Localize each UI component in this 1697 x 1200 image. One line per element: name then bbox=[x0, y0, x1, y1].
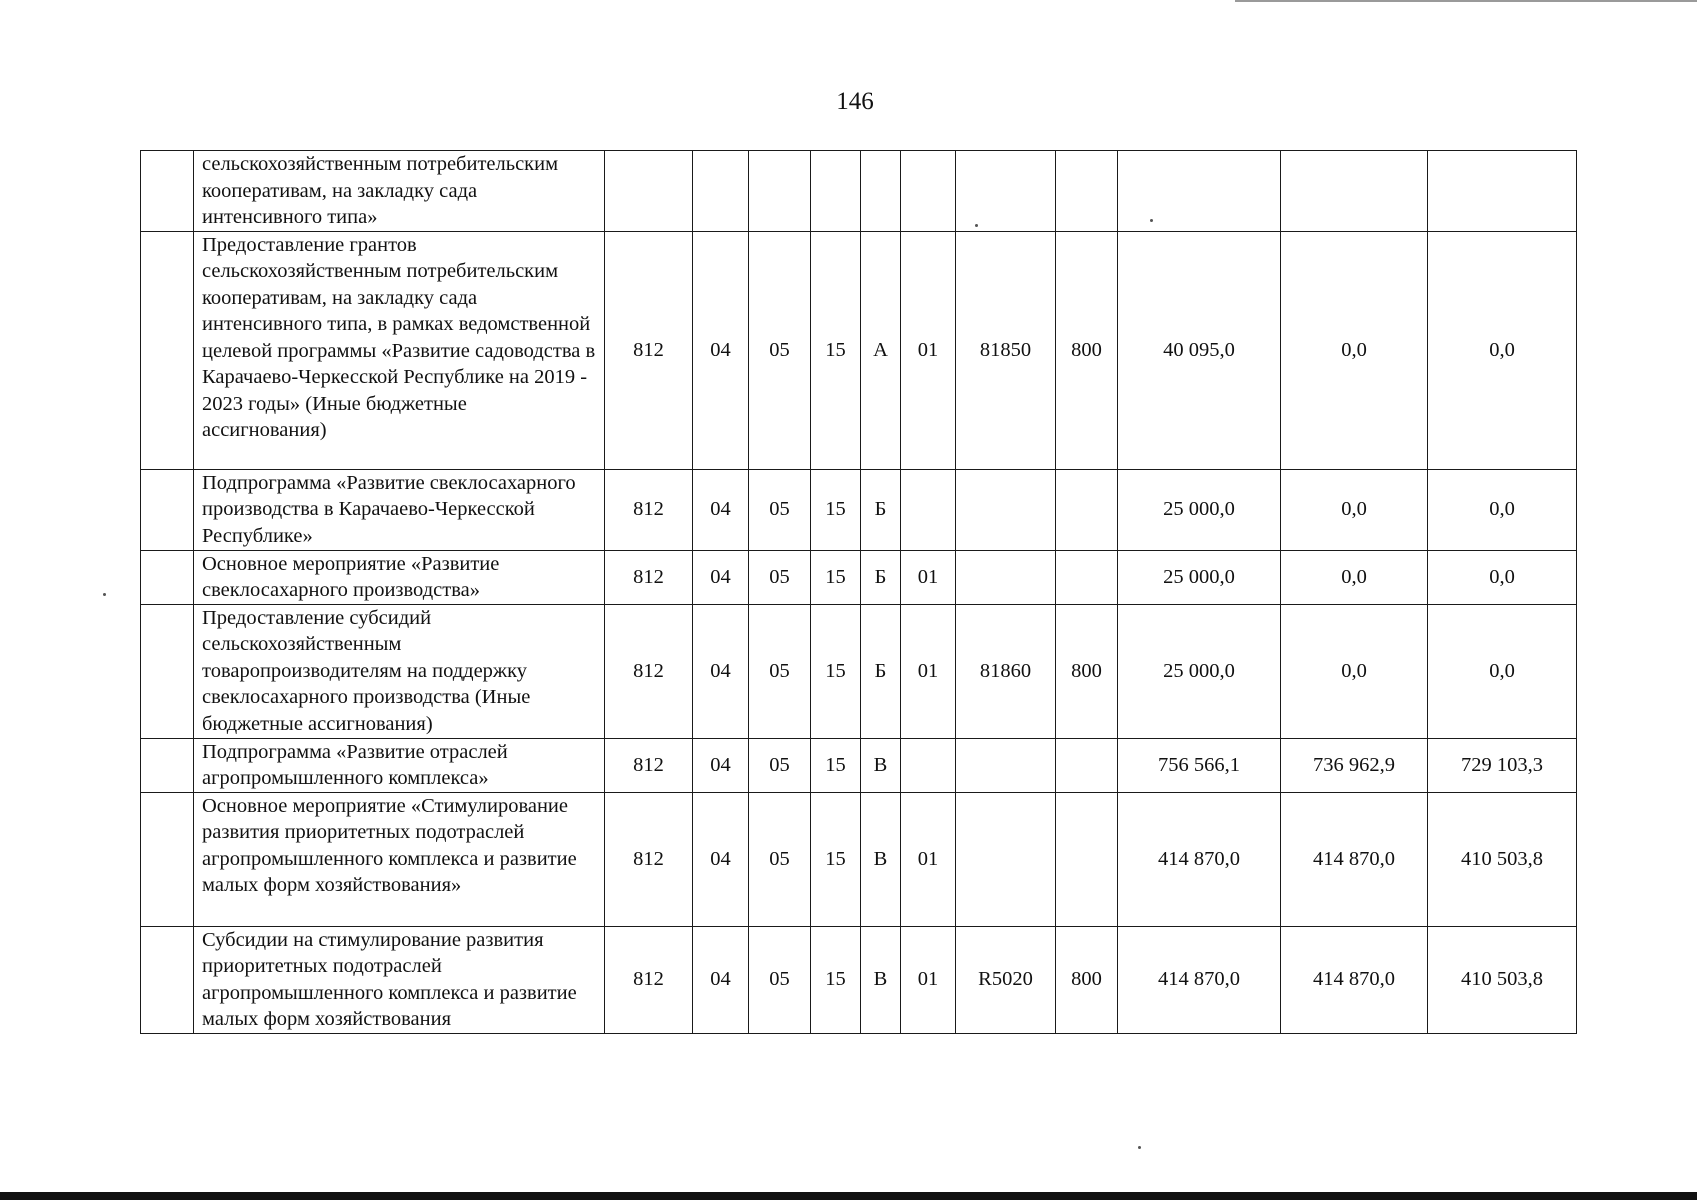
subsection-code-cell: 05 bbox=[749, 550, 811, 604]
budget-table bbox=[140, 150, 1577, 1034]
amount-year3-cell: 410 503,8 bbox=[1428, 792, 1577, 926]
program-code-cell: 15 bbox=[811, 604, 861, 738]
activity-code-cell: 01 bbox=[901, 550, 956, 604]
amount-year2-cell: 414 870,0 bbox=[1281, 792, 1428, 926]
grbs-code-cell: 812 bbox=[605, 738, 693, 792]
section-code-cell: 04 bbox=[693, 738, 749, 792]
table-body bbox=[141, 151, 1577, 1034]
subsection-code-cell: 05 bbox=[749, 926, 811, 1033]
grbs-code-cell: 812 bbox=[605, 926, 693, 1033]
grbs-code-cell bbox=[605, 151, 693, 232]
amount-year3-cell bbox=[1428, 151, 1577, 232]
amount-year2-cell bbox=[1281, 151, 1428, 232]
amount-year2-cell: 0,0 bbox=[1281, 231, 1428, 469]
direction-code-cell bbox=[956, 738, 1056, 792]
item-name-cell: Подпрограмма «Развитие отраслей агропромышленного комплекса» bbox=[194, 738, 605, 792]
subprogram-code-cell: В bbox=[861, 738, 901, 792]
direction-code-cell: R5020 bbox=[956, 926, 1056, 1033]
direction-code-cell bbox=[956, 151, 1056, 232]
item-name-cell: Предоставление субсидий сельскохозяйственным товаропроизводителям на поддержку свеклосахарного производства (Иные бюджетные ассигнования) bbox=[194, 604, 605, 738]
table-row bbox=[141, 550, 1577, 604]
amount-year3-cell: 0,0 bbox=[1428, 550, 1577, 604]
amount-year3-cell: 410 503,8 bbox=[1428, 926, 1577, 1033]
section-code-cell: 04 bbox=[693, 231, 749, 469]
program-code-cell: 15 bbox=[811, 926, 861, 1033]
amount-year3-cell: 0,0 bbox=[1428, 604, 1577, 738]
subprogram-code-cell: Б bbox=[861, 604, 901, 738]
item-name-cell: сельскохозяйственным потребительским кооперативам, на закладку сада интенсивного типа» bbox=[194, 151, 605, 232]
table-row bbox=[141, 926, 1577, 1033]
amount-year1-cell: 25 000,0 bbox=[1118, 550, 1281, 604]
row-number-cell bbox=[141, 926, 194, 1033]
scan-bottom-edge bbox=[0, 1192, 1697, 1200]
amount-year2-cell: 0,0 bbox=[1281, 604, 1428, 738]
direction-code-cell: 81860 bbox=[956, 604, 1056, 738]
amount-year1-cell: 25 000,0 bbox=[1118, 469, 1281, 550]
subsection-code-cell: 05 bbox=[749, 604, 811, 738]
table-row bbox=[141, 738, 1577, 792]
activity-code-cell: 01 bbox=[901, 231, 956, 469]
grbs-code-cell: 812 bbox=[605, 469, 693, 550]
activity-code-cell: 01 bbox=[901, 792, 956, 926]
program-code-cell: 15 bbox=[811, 231, 861, 469]
direction-code-cell bbox=[956, 550, 1056, 604]
amount-year2-cell: 0,0 bbox=[1281, 550, 1428, 604]
amount-year3-cell: 0,0 bbox=[1428, 231, 1577, 469]
grbs-code-cell: 812 bbox=[605, 231, 693, 469]
item-name-cell: Основное мероприятие «Развитие свеклосахарного производства» bbox=[194, 550, 605, 604]
subprogram-code-cell: Б bbox=[861, 469, 901, 550]
expense-type-cell bbox=[1056, 738, 1118, 792]
grbs-code-cell: 812 bbox=[605, 604, 693, 738]
program-code-cell: 15 bbox=[811, 469, 861, 550]
table-row bbox=[141, 604, 1577, 738]
section-code-cell: 04 bbox=[693, 550, 749, 604]
amount-year3-cell: 0,0 bbox=[1428, 469, 1577, 550]
subprogram-code-cell: В bbox=[861, 926, 901, 1033]
program-code-cell: 15 bbox=[811, 550, 861, 604]
amount-year1-cell: 25 000,0 bbox=[1118, 604, 1281, 738]
amount-year1-cell: 756 566,1 bbox=[1118, 738, 1281, 792]
expense-type-cell bbox=[1056, 550, 1118, 604]
section-code-cell: 04 bbox=[693, 792, 749, 926]
page-number: 146 bbox=[836, 88, 874, 115]
amount-year1-cell: 40 095,0 bbox=[1118, 231, 1281, 469]
table-row bbox=[141, 151, 1577, 232]
subsection-code-cell: 05 bbox=[749, 792, 811, 926]
program-code-cell bbox=[811, 151, 861, 232]
scan-speck bbox=[103, 593, 106, 596]
table-row bbox=[141, 469, 1577, 550]
item-name-cell: Основное мероприятие «Стимулирование развития приоритетных подотраслей агропромышленного комплекса и развитие малых форм хозяйствования» bbox=[194, 792, 605, 926]
subsection-code-cell bbox=[749, 151, 811, 232]
subprogram-code-cell: Б bbox=[861, 550, 901, 604]
amount-year2-cell: 0,0 bbox=[1281, 469, 1428, 550]
subsection-code-cell: 05 bbox=[749, 231, 811, 469]
row-number-cell bbox=[141, 604, 194, 738]
direction-code-cell bbox=[956, 792, 1056, 926]
amount-year2-cell: 414 870,0 bbox=[1281, 926, 1428, 1033]
subprogram-code-cell bbox=[861, 151, 901, 232]
item-name-cell: Подпрограмма «Развитие свеклосахарного производства в Карачаево-Черкесской Республике» bbox=[194, 469, 605, 550]
expense-type-cell: 800 bbox=[1056, 926, 1118, 1033]
expense-type-cell bbox=[1056, 792, 1118, 926]
program-code-cell: 15 bbox=[811, 738, 861, 792]
row-number-cell bbox=[141, 231, 194, 469]
row-number-cell bbox=[141, 550, 194, 604]
expense-type-cell: 800 bbox=[1056, 231, 1118, 469]
section-code-cell: 04 bbox=[693, 469, 749, 550]
grbs-code-cell: 812 bbox=[605, 550, 693, 604]
scan-speck bbox=[975, 224, 978, 227]
direction-code-cell: 81850 bbox=[956, 231, 1056, 469]
table-row bbox=[141, 231, 1577, 469]
section-code-cell bbox=[693, 151, 749, 232]
item-name-cell: Предоставление грантов сельскохозяйственным потребительским кооперативам, на закладку сада интенсивного типа, в рамках ведомственной целевой программы «Развитие садоводства в Карачаево-Черкесской Республике на 2019 - 2023 годы» (Иные бюджетные ассигнования) bbox=[194, 231, 605, 469]
activity-code-cell: 01 bbox=[901, 926, 956, 1033]
row-number-cell bbox=[141, 738, 194, 792]
section-code-cell: 04 bbox=[693, 926, 749, 1033]
amount-year1-cell bbox=[1118, 151, 1281, 232]
scan-speck bbox=[1150, 219, 1153, 222]
subprogram-code-cell: В bbox=[861, 792, 901, 926]
expense-type-cell: 800 bbox=[1056, 604, 1118, 738]
subsection-code-cell: 05 bbox=[749, 469, 811, 550]
scan-speck bbox=[1138, 1146, 1141, 1149]
activity-code-cell: 01 bbox=[901, 604, 956, 738]
program-code-cell: 15 bbox=[811, 792, 861, 926]
direction-code-cell bbox=[956, 469, 1056, 550]
row-number-cell bbox=[141, 151, 194, 232]
subprogram-code-cell: А bbox=[861, 231, 901, 469]
amount-year3-cell: 729 103,3 bbox=[1428, 738, 1577, 792]
activity-code-cell bbox=[901, 738, 956, 792]
expense-type-cell bbox=[1056, 469, 1118, 550]
expense-type-cell bbox=[1056, 151, 1118, 232]
amount-year1-cell: 414 870,0 bbox=[1118, 926, 1281, 1033]
item-name-cell: Субсидии на стимулирование развития приоритетных подотраслей агропромышленного комплекса и развитие малых форм хозяйствования bbox=[194, 926, 605, 1033]
row-number-cell bbox=[141, 469, 194, 550]
section-code-cell: 04 bbox=[693, 604, 749, 738]
grbs-code-cell: 812 bbox=[605, 792, 693, 926]
table-row bbox=[141, 792, 1577, 926]
amount-year2-cell: 736 962,9 bbox=[1281, 738, 1428, 792]
amount-year1-cell: 414 870,0 bbox=[1118, 792, 1281, 926]
top-edge-rule bbox=[1235, 0, 1697, 2]
activity-code-cell bbox=[901, 469, 956, 550]
activity-code-cell bbox=[901, 151, 956, 232]
subsection-code-cell: 05 bbox=[749, 738, 811, 792]
row-number-cell bbox=[141, 792, 194, 926]
